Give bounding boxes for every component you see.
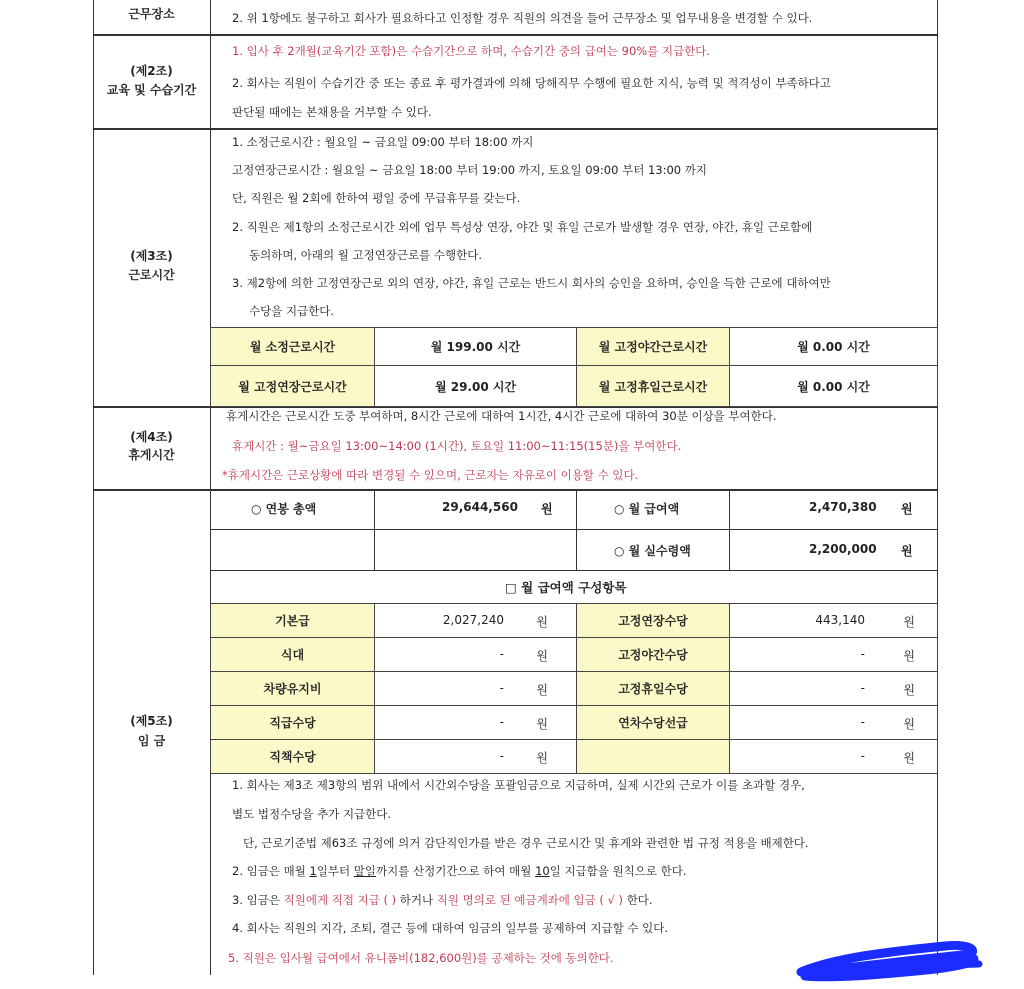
annual-salary-value: 29,644,560 bbox=[442, 500, 518, 514]
pay-item-value: - bbox=[499, 715, 504, 729]
section-title-break-time: 휴게시간 bbox=[128, 448, 175, 462]
currency-unit: 원 bbox=[541, 502, 553, 516]
pay-item-value-cell bbox=[729, 671, 938, 706]
pay-item-label bbox=[576, 739, 730, 774]
hours-label: 월 고정연장근로시간 bbox=[210, 365, 375, 407]
pay-item-value: - bbox=[860, 647, 865, 661]
monthly-pay-label: ○ 월 급여액 bbox=[614, 502, 680, 516]
currency-unit: 원 bbox=[901, 502, 913, 516]
table-right-border bbox=[937, 0, 938, 975]
clause-text: 1. 소정근로시간 : 월요일 ~ 금요일 09:00 부터 18:00 까지 bbox=[232, 135, 534, 149]
hours-value: 월 0.00 시간 bbox=[729, 365, 938, 407]
pay-item-value-cell bbox=[729, 603, 938, 638]
pay-item-value: - bbox=[860, 681, 865, 695]
monthly-pay-value: 2,470,380 bbox=[809, 500, 877, 514]
annual-salary-label: ○ 연봉 총액 bbox=[251, 502, 317, 516]
pay-item-label: 기본급 bbox=[210, 603, 375, 638]
clause-text: 2. 위 1항에도 불구하고 회사가 필요하다고 인정할 경우 직원의 의견을 들어 근무장소 및 업무내용을 변경할 수 있다. bbox=[232, 11, 813, 25]
clause-text: 4. 회사는 직원의 지각, 조퇴, 결근 등에 대하여 임금의 일부를 공제하여 지급할 수 있다. bbox=[232, 921, 669, 935]
section-number-2: (제2조) bbox=[130, 64, 173, 78]
clause-text: 단, 직원은 월 2회에 한하여 평일 중에 무급휴무를 갖는다. bbox=[232, 191, 521, 205]
clause-text: 수당을 지급한다. bbox=[249, 304, 335, 318]
pay-item-value: - bbox=[499, 681, 504, 695]
pay-item-value-cell bbox=[374, 603, 577, 638]
clause-text: 휴게시간 : 월~금요일 13:00~14:00 (1시간), 토요일 11:00~11:15(15분)을 부여한다. bbox=[232, 439, 682, 453]
clause-text: 별도 법정수당을 추가 지급한다. bbox=[232, 807, 392, 821]
pay-item-value: - bbox=[860, 749, 865, 763]
pay-item-value-cell bbox=[729, 739, 938, 774]
pay-item-value-cell bbox=[729, 705, 938, 740]
pay-item-value-cell bbox=[729, 637, 938, 672]
hours-label: 월 고정야간근로시간 bbox=[576, 327, 730, 366]
hours-label: 월 소정근로시간 bbox=[210, 327, 375, 366]
clause-text: 1. 회사는 제3조 제3항의 범위 내에서 시간외수당을 포괄임금으로 지급하며, 실제 시간외 근로가 이를 초과할 경우, bbox=[232, 778, 805, 792]
clause-text-pay-period: 2. 임금은 매월 1일부터 말일까지를 산정기간으로 하여 매월 10일 지급함을 원칙으로 한다. bbox=[232, 864, 687, 878]
section-title-wage: 임 금 bbox=[137, 734, 166, 748]
currency-unit: 원 bbox=[901, 544, 913, 558]
clause-text: 5. 직원은 입사월 급여에서 유니폼비(182,600원)를 공제하는 것에 동의한다. bbox=[228, 951, 614, 965]
pay-item-value-cell bbox=[374, 739, 577, 774]
clause-text-payment-method: 3. 임금은 직원에게 직접 지급 ( ) 하거나 직원 명의로 된 예금계좌에 입금 ( √ ) 한다. bbox=[232, 893, 653, 907]
currency-unit: 원 bbox=[903, 649, 915, 663]
clause-text: 동의하며, 아래의 월 고정연장근로를 수행한다. bbox=[249, 248, 483, 262]
clause-text: 2. 직원은 제1항의 소정근로시간 외에 업무 특성상 연장, 야간 및 휴일 근로가 발생할 경우 연장, 야간, 휴일 근로함에 bbox=[232, 220, 813, 234]
redaction-scribble bbox=[795, 938, 985, 982]
clause-text: 1. 입사 후 2개월(교육기간 포함)은 수습기간으로 하며, 수습기간 중의 급여는 90%를 지급한다. bbox=[232, 44, 711, 58]
pay-item-label: 고정연장수당 bbox=[576, 603, 730, 638]
pay-item-label: 연차수당선급 bbox=[576, 705, 730, 740]
clause-text: 3. 제2항에 의한 고정연장근로 외의 연장, 야간, 휴일 근로는 반드시 회사의 승인을 요하며, 승인을 득한 근로에 대하여만 bbox=[232, 276, 831, 290]
currency-unit: 원 bbox=[903, 717, 915, 731]
hours-value: 월 0.00 시간 bbox=[729, 327, 938, 366]
hours-value: 월 199.00 시간 bbox=[374, 327, 577, 366]
net-pay-value: 2,200,000 bbox=[809, 542, 877, 556]
section-divider bbox=[93, 34, 938, 36]
currency-unit: 원 bbox=[536, 683, 548, 697]
pay-item-value: - bbox=[499, 749, 504, 763]
pay-components-title: □ 월 급여액 구성항목 bbox=[505, 580, 627, 595]
section-number-5: (제5조) bbox=[130, 714, 173, 728]
net-pay-label: ○ 월 실수령액 bbox=[614, 544, 691, 558]
pay-item-label: 직책수당 bbox=[210, 739, 375, 774]
pay-item-value: - bbox=[860, 715, 865, 729]
pay-item-value-cell bbox=[374, 705, 577, 740]
clause-text: 판단될 때에는 본채용을 거부할 수 있다. bbox=[232, 105, 432, 119]
contract-document bbox=[93, 0, 938, 989]
section-number-4: (제4조) bbox=[130, 430, 173, 444]
clause-text: 고정연장근로시간 : 월요일 ~ 금요일 18:00 부터 19:00 까지, 토요일 09:00 부터 13:00 까지 bbox=[232, 163, 707, 177]
pay-item-label: 고정휴일수당 bbox=[576, 671, 730, 706]
hours-label: 월 고정휴일근로시간 bbox=[576, 365, 730, 407]
currency-unit: 원 bbox=[536, 751, 548, 765]
pay-item-value: - bbox=[499, 647, 504, 661]
currency-unit: 원 bbox=[903, 751, 915, 765]
pay-item-label: 고정야간수당 bbox=[576, 637, 730, 672]
currency-unit: 원 bbox=[903, 615, 915, 629]
currency-unit: 원 bbox=[536, 615, 548, 629]
pay-item-value: 2,027,240 bbox=[442, 613, 504, 627]
currency-unit: 원 bbox=[536, 649, 548, 663]
pay-item-label: 직급수당 bbox=[210, 705, 375, 740]
currency-unit: 원 bbox=[536, 717, 548, 731]
pay-item-value-cell bbox=[374, 671, 577, 706]
pay-item-label: 식대 bbox=[210, 637, 375, 672]
hours-value: 월 29.00 시간 bbox=[374, 365, 577, 407]
clause-text: *휴게시간은 근로상황에 따라 변경될 수 있으며, 근로자는 자유로이 이용할 수 있다. bbox=[222, 468, 639, 482]
section-number-3: (제3조) bbox=[130, 249, 173, 263]
section-label-workplace: 근무장소 bbox=[128, 7, 175, 21]
pay-item-label: 차량유지비 bbox=[210, 671, 375, 706]
table-left-border bbox=[93, 0, 94, 975]
label-column-divider bbox=[210, 0, 211, 975]
pay-item-value: 443,140 bbox=[815, 613, 865, 627]
pay-item-value-cell bbox=[374, 637, 577, 672]
section-divider bbox=[93, 128, 938, 130]
clause-text: 단, 근로기준법 제63조 규정에 의거 감단직인가를 받은 경우 근로시간 및 휴게와 관련한 법 규정 적용을 배제한다. bbox=[243, 836, 809, 850]
section-title-training: 교육 및 수습기간 bbox=[106, 83, 197, 97]
clause-text: 휴게시간은 근로시간 도중 부여하며, 8시간 근로에 대하여 1시간, 4시간 근로에 대하여 30분 이상을 부여한다. bbox=[226, 409, 777, 423]
currency-unit: 원 bbox=[903, 683, 915, 697]
section-title-working-hours: 근로시간 bbox=[128, 268, 175, 282]
clause-text: 2. 회사는 직원이 수습기간 중 또는 종료 후 평가결과에 의해 당해직무 수행에 필요한 지식, 능력 및 적격성이 부족하다고 bbox=[232, 76, 831, 90]
section-divider bbox=[93, 489, 938, 491]
